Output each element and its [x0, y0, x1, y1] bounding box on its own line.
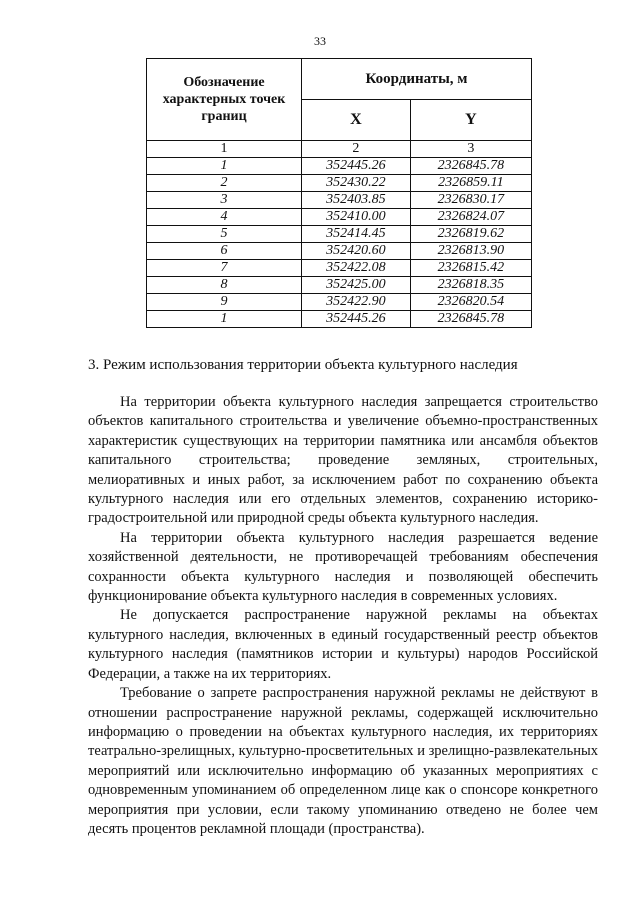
point-cell: 7 — [147, 260, 302, 277]
point-cell: 4 — [147, 209, 302, 226]
column-number: 1 — [147, 141, 302, 158]
table-row — [147, 175, 532, 192]
table-row — [147, 158, 532, 175]
table-row — [147, 260, 532, 277]
x-cell: 352410.00 — [302, 209, 411, 226]
header-x: X — [302, 100, 411, 141]
table-row — [147, 243, 532, 260]
column-number: 3 — [410, 141, 531, 158]
y-cell: 2326845.78 — [410, 311, 531, 328]
header-coordinates: Координаты, м — [302, 59, 532, 100]
table-row — [147, 294, 532, 311]
y-cell: 2326845.78 — [410, 158, 531, 175]
x-cell: 352414.45 — [302, 226, 411, 243]
section-title: 3. Режим использования территории объекта культурного наследия — [88, 357, 518, 373]
x-cell: 352422.90 — [302, 294, 411, 311]
header-y: Y — [410, 100, 531, 141]
table-row — [147, 209, 532, 226]
y-cell: 2326815.42 — [410, 260, 531, 277]
y-cell: 2326819.62 — [410, 226, 531, 243]
point-cell: 9 — [147, 294, 302, 311]
paragraph: На территории объекта культурного наследия запрещается строительство объектов капитального строительства и увеличение объемно-пространственных характеристик существующих на территории памятника или ансамбля объектов капитального строительства; проведение земляных, строительных, мелиоративных и иных работ, за исключением работ по сохранению объекта культурного наследия или его отдельных элементов, сохранению историко-градостроительной или природной среды объекта культурного наследия. — [88, 394, 598, 527]
table-row — [147, 277, 532, 294]
coordinates-table — [146, 58, 532, 328]
paragraph: На территории объекта культурного наследия разрешается ведение хозяйственной деятельности, не противоречащей требованиям обеспечения сохранности объекта культурного наследия и позволяющей обеспечить функционирование объекта культурного наследия в современных условиях. — [88, 529, 598, 605]
point-cell: 1 — [147, 158, 302, 175]
table-row — [147, 192, 532, 209]
y-cell: 2326830.17 — [410, 192, 531, 209]
x-cell: 352445.26 — [302, 311, 411, 328]
paragraph: Требование о запрете распространения наружной рекламы не действуют в отношении распространение наружной рекламы, содержащей исключительно информацию о проведении на объектах культурного наследия, их территориях театрально-зрелищных, культурно-просветительных и зрелищно-развлекательных мероприятий или исключительно информацию об указанных мероприятиях с одновременным упоминанием об определенном лице как о спонсоре конкретного мероприятия при условии, если такому упоминанию отведено не более чем десять процентов рекламной площади (пространства). — [88, 685, 598, 837]
x-cell: 352420.60 — [302, 243, 411, 260]
point-cell: 3 — [147, 192, 302, 209]
x-cell: 352422.08 — [302, 260, 411, 277]
y-cell: 2326824.07 — [410, 209, 531, 226]
x-cell: 352403.85 — [302, 192, 411, 209]
y-cell: 2326859.11 — [410, 175, 531, 192]
paragraph: Не допускается распространение наружной рекламы на объектах культурного наследия, включенных в единый государственный реестр объектов культурного наследия (памятников истории и культуры) народов Российской Федерации, а также на их территориях. — [88, 607, 598, 682]
header-designation: Обозначение характерных точек границ — [147, 59, 302, 141]
x-cell: 352445.26 — [302, 158, 411, 175]
y-cell: 2326813.90 — [410, 243, 531, 260]
y-cell: 2326820.54 — [410, 294, 531, 311]
table-row — [147, 226, 532, 243]
body-text — [88, 393, 598, 839]
column-number: 2 — [302, 141, 411, 158]
column-number-row — [147, 141, 532, 158]
table-row — [147, 311, 532, 328]
point-cell: 6 — [147, 243, 302, 260]
x-cell: 352425.00 — [302, 277, 411, 294]
y-cell: 2326818.35 — [410, 277, 531, 294]
x-cell: 352430.22 — [302, 175, 411, 192]
page-number: 33 — [314, 34, 326, 48]
point-cell: 5 — [147, 226, 302, 243]
point-cell: 1 — [147, 311, 302, 328]
point-cell: 2 — [147, 175, 302, 192]
point-cell: 8 — [147, 277, 302, 294]
